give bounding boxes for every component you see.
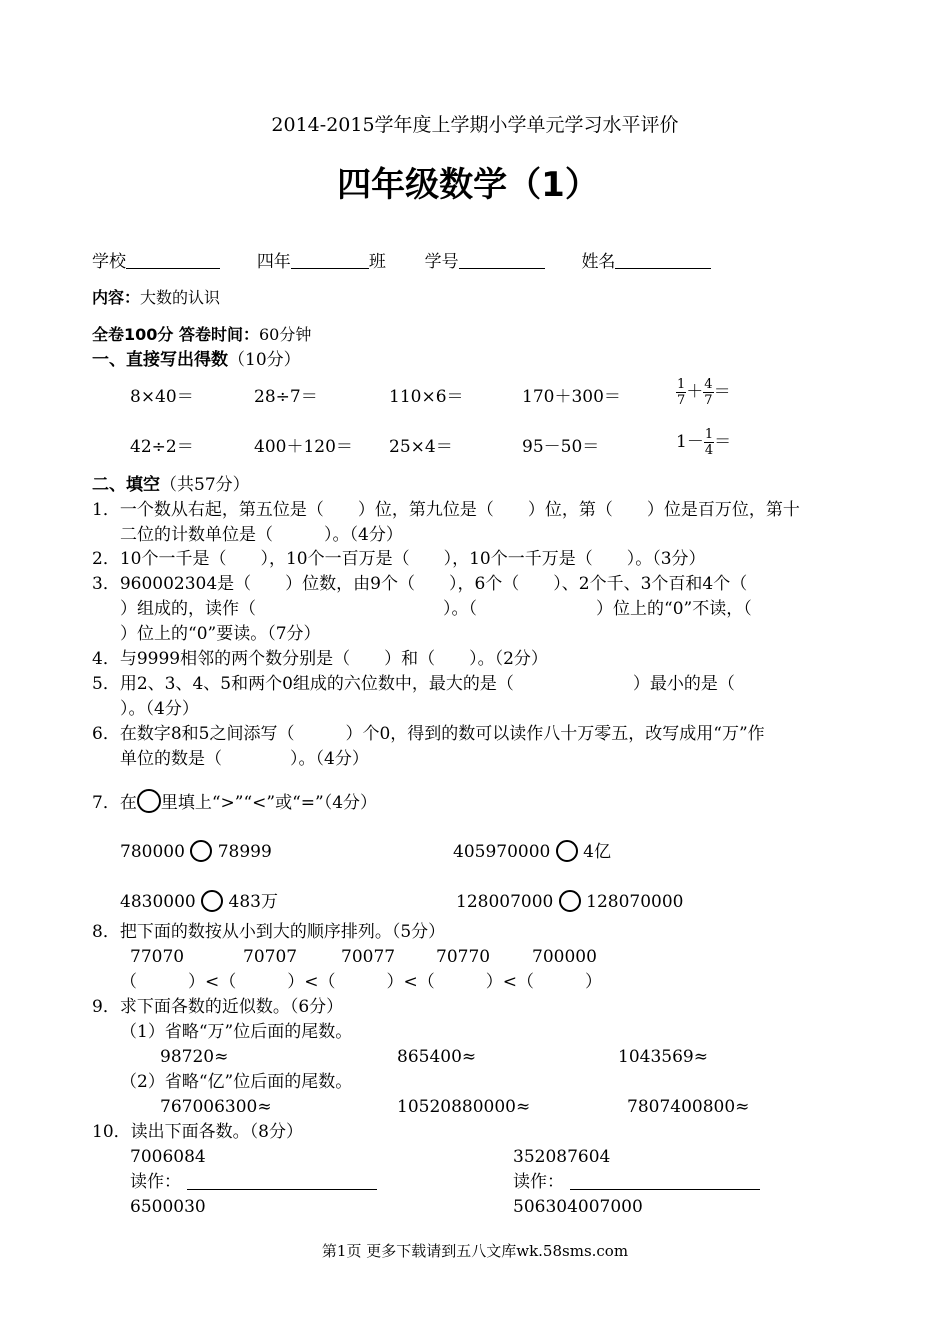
section1-heading (92, 352, 301, 369)
number-item: 70707 (243, 947, 298, 967)
plus-sign: ＋ (686, 382, 704, 402)
read-label: 读作： (130, 1172, 181, 1192)
fraction-1-7: $\frac{1}{7}$ (677, 377, 686, 408)
read-number: 352087604 (513, 1147, 611, 1167)
approx-item: 767006300≈ (160, 1097, 272, 1117)
fraction-expression-1 (676, 377, 731, 408)
question-4: 4．与9999相邻的两个数分别是（ ）和（ ）。（2分） (92, 649, 548, 669)
exam-title: 四年级数学（1） (337, 165, 599, 205)
calc-item: 8×40＝ (130, 387, 194, 407)
question-10: 10．读出下面各数。（8分） (92, 1122, 303, 1142)
calc-item: 42÷2＝ (130, 437, 194, 457)
name-label: 姓名 (581, 252, 616, 272)
calc-item: 95－50＝ (522, 437, 600, 457)
compare-circle[interactable] (559, 890, 581, 912)
class-label: 班 (368, 252, 386, 272)
question-6-line-2: 单位的数是（ ）。（4分） (120, 749, 369, 769)
compare-item: 128007000 128070000 (456, 892, 684, 912)
question-6-line-1: 6．在数字8和5之间添写（ ）个0，得到的数可以读作八十万零五，改写成用“万”作 (92, 724, 765, 744)
page-footer: 第1页 更多下载请到五八文库wk.58sms.com (321, 1242, 629, 1260)
section1-points: （10分） (228, 350, 301, 370)
approx-item: 98720≈ (160, 1047, 229, 1067)
number-blank[interactable] (459, 252, 545, 269)
compare-circle[interactable] (201, 890, 223, 912)
question-1-line-1: 1．一个数从右起，第五位是（ ）位，第九位是（ ）位，第（ ）位是百万位，第十 (92, 500, 800, 520)
read-label: 读作： (513, 1172, 564, 1192)
approx-item: 865400≈ (397, 1047, 477, 1067)
question-8: 8．把下面的数按从小到大的顺序排列。（5分） (92, 922, 446, 942)
compare-item: 780000 78999 (120, 842, 272, 862)
question-9: 9．求下面各数的近似数。（6分） (92, 997, 344, 1017)
name-blank[interactable] (615, 252, 711, 269)
question-2: 2．10个一千是（ ），10个一百万是（ ），10个一千万是（ ）。（3分） (92, 549, 706, 569)
fraction-4-7: $\frac{4}{7}$ (704, 377, 713, 408)
section1-title: 一、直接写出得数 (92, 350, 228, 370)
section2-heading (92, 477, 250, 494)
read-answer-line[interactable] (570, 1189, 760, 1190)
question-7 (92, 789, 377, 813)
section2-points: （共57分） (160, 475, 250, 495)
compare-item: 4830000 483万 (120, 892, 278, 912)
question-5-line-1: 5．用2、3、4、5和两个0组成的六位数中，最大的是（ ）最小的是（ (92, 674, 735, 694)
read-number: 7006084 (130, 1147, 206, 1167)
calc-item: 25×4＝ (389, 437, 453, 457)
q7-prefix: 7．在 (92, 793, 137, 813)
content-line (92, 290, 220, 306)
approx-item: 7807400800≈ (627, 1097, 750, 1117)
number-item: 700000 (532, 947, 597, 967)
read-number: 506304007000 (513, 1197, 643, 1217)
class-blank[interactable] (291, 252, 369, 269)
read-answer-line[interactable] (187, 1189, 377, 1190)
score-label: 全卷100分 答卷时间： (92, 325, 259, 344)
question-3-line-2: ）组成的，读作（ ）。（ ）位上的“0”不读，（ (120, 599, 752, 619)
number-item: 70770 (436, 947, 491, 967)
section2-title: 二、填空 (92, 475, 160, 495)
exam-subtitle: 2014-2015学年度上学期小学单元学习水平评价 (271, 114, 679, 136)
read-number: 6500030 (130, 1197, 206, 1217)
question-9-part-1: （1）省略“万”位后面的尾数。 (120, 1022, 353, 1042)
compare-circle[interactable] (556, 840, 578, 862)
time-value: 60分钟 (258, 325, 312, 344)
question-5-line-2: ）。（4分） (120, 699, 199, 719)
compare-item: 405970000 4亿 (453, 842, 611, 862)
q7-suffix: 里填上“>”“<”或“=”（4分） (160, 793, 378, 813)
question-9-part-2: （2）省略“亿”位后面的尾数。 (120, 1072, 353, 1092)
compare-circle-icon (137, 789, 161, 813)
equals-sign: ＝ (713, 382, 731, 402)
equals-sign: ＝ (714, 432, 732, 452)
question-1-line-2: 二位的计数单位是（ ）。（4分） (120, 525, 403, 545)
school-blank[interactable] (126, 252, 220, 269)
calc-item: 170＋300＝ (522, 387, 621, 407)
number-item: 70077 (341, 947, 396, 967)
fraction-expression-2 (676, 427, 731, 458)
question-3-line-1: 3．960002304是（ ）位数，由9个（ ），6个（ ）、2个千、3个百和4个（ (92, 574, 748, 594)
approx-item: 10520880000≈ (397, 1097, 531, 1117)
score-line (92, 327, 311, 343)
content-label: 内容： (92, 288, 141, 307)
content-value: 大数的认识 (140, 288, 221, 307)
school-label: 学校 (92, 252, 126, 272)
grade-label: 四年 (256, 252, 291, 272)
number-label: 学号 (424, 252, 459, 272)
fraction-1-4: $\frac{1}{4}$ (704, 427, 714, 458)
calc-item: 28÷7＝ (254, 387, 318, 407)
one-minus: 1－ (676, 432, 704, 452)
order-blanks[interactable]: （ ）<（ ）<（ ）<（ ）<（ ） (120, 972, 602, 992)
approx-item: 1043569≈ (618, 1047, 708, 1067)
info-line (92, 252, 711, 271)
compare-circle[interactable] (190, 840, 212, 862)
question-3-line-3: ）位上的“0”要读。（7分） (120, 624, 321, 644)
calc-item: 400＋120＝ (254, 437, 353, 457)
number-item: 77070 (130, 947, 185, 967)
calc-item: 110×6＝ (389, 387, 464, 407)
